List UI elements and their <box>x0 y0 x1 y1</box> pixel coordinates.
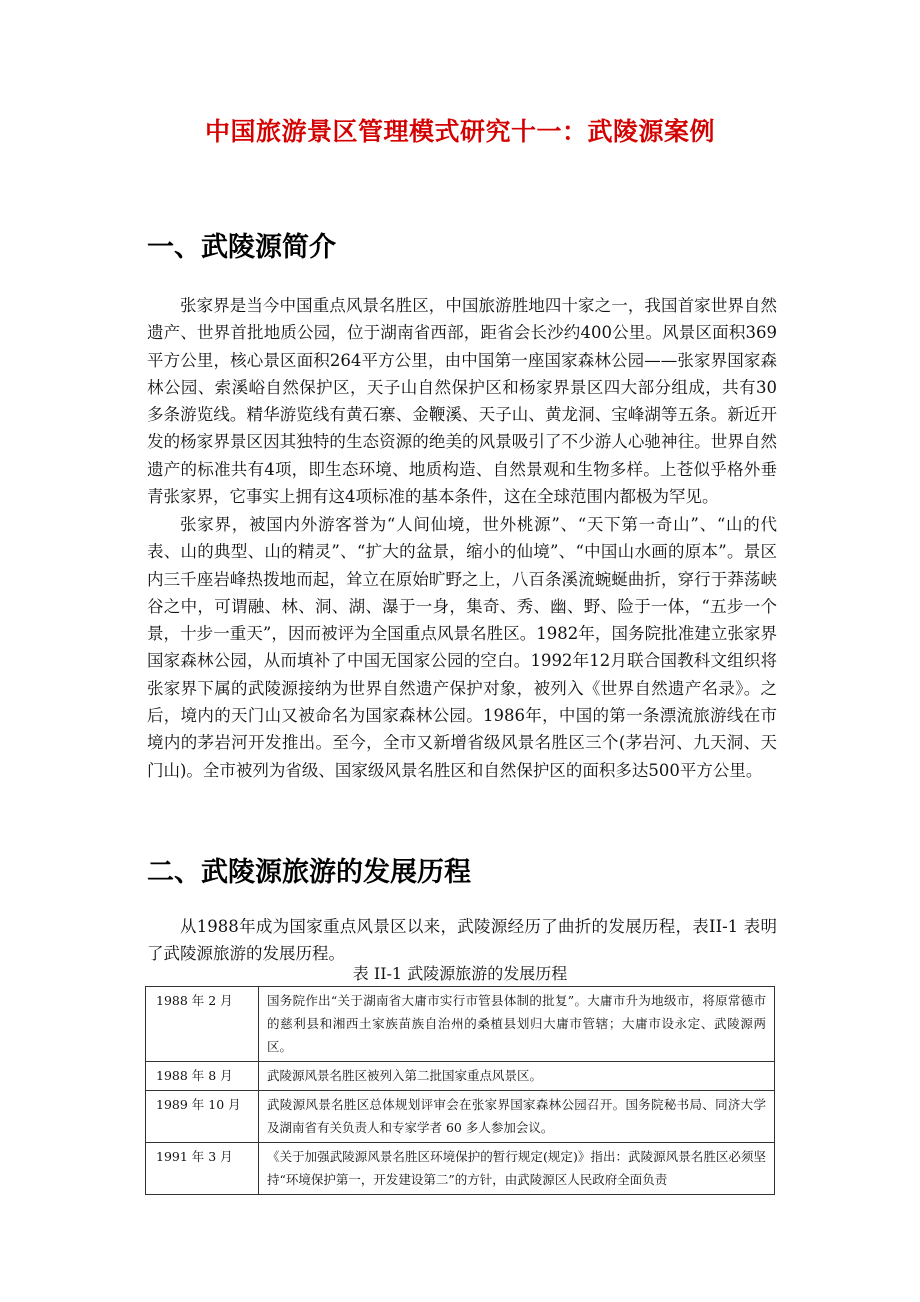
history-table <box>145 986 775 1195</box>
table-cell-event: 《关于加强武陵源风景名胜区环境保护的暂行规定(规定)》指出：武陵源风景名胜区必须坚持“环境保护第一，开发建设第二”的方针，由武陵源区人民政府全面负责 <box>259 1143 775 1195</box>
table-cell-event: 武陵源风景名胜区总体规划评审会在张家界国家森林公园召开。国务院秘书局、同济大学及湖南省有关负责人和专家学者 60 多人参加会议。 <box>259 1091 775 1143</box>
table-row <box>146 1062 775 1091</box>
table-row <box>146 987 775 1062</box>
table-cell-date: 1991 年 3 月 <box>146 1143 259 1195</box>
document-title: 中国旅游景区管理模式研究十一：武陵源案例 <box>204 117 715 146</box>
section-2-intro: 从1988年成为国家重点风景区以来，武陵源经历了曲折的发展历程，表II-1 表明了武陵源旅游的发展历程。 <box>147 917 777 964</box>
section-1-paragraph-2: 张家界，被国内外游客誉为“人间仙境，世外桃源”、“天下第一奇山”、“山的代表、山的典型、山的精灵”、“扩大的盆景，缩小的仙境”、“中国山水画的原本”。景区内三千座岩峰热拨地而起，耸立在原始旷野之上，八百条溪流蜿蜒曲折，穿行于莽荡峡谷之中，可谓融、林、洞、湖、瀑于一身，集奇、秀、幽、野、险于一体，“五步一个景，十步一重天”，因而被评为全国重点风景名胜区。1982年，国务院批准建立张家界国家森林公园，从而填补了中国无国家公园的空白。1992年12月联合国教科文组织将张家界下属的武陵源接纳为世界自然遗产保护对象，被列入《世界自然遗产名录》。之后，境内的天门山又被命名为国家森林公园。1986年，中国的第一条漂流旅游线在市境内的茅岩河开发推出。至今，全市又新增省级风景名胜区三个(茅岩河、九天洞、天门山)。全市被列为省级、国家级风景名胜区和自然保护区的面积多达500平方公里。 <box>147 515 777 780</box>
section-2-heading: 二、武陵源旅游的发展历程 <box>147 857 471 888</box>
table-cell-date: 1989 年 10 月 <box>146 1091 259 1143</box>
table-row <box>146 1091 775 1143</box>
table-cell-event: 国务院作出“关于湖南省大庸市实行市管县体制的批复”。大庸市升为地级市，将原常德市的慈利县和湘西土家族苗族自治州的桑植县划归大庸市管辖；大庸市设永定、武陵源两区。 <box>259 987 775 1062</box>
table-cell-date: 1988 年 2 月 <box>146 987 259 1062</box>
table-cell-event: 武陵源风景名胜区被列入第二批国家重点风景区。 <box>259 1062 775 1091</box>
table-cell-date: 1988 年 8 月 <box>146 1062 259 1091</box>
table-row <box>146 1143 775 1195</box>
table-caption: 表 II-1 武陵源旅游的发展历程 <box>352 964 568 983</box>
section-1-paragraph-1: 张家界是当今中国重点风景名胜区，中国旅游胜地四十家之一，我国首家世界自然遗产、世界首批地质公园，位于湖南省西部，距省会长沙约400公里。风景区面积369平方公里，核心景区面积264平方公里，由中国第一座国家森林公园——张家界国家森林公园、索溪峪自然保护区，天子山自然保护区和杨家界景区四大部分组成，共有30多条游览线。精华游览线有黄石寨、金鞭溪、天子山、黄龙洞、宝峰湖等五条。新近开发的杨家界景区因其独特的生态资源的绝美的风景吸引了不少游人心驰神往。世界自然遗产的标准共有4项，即生态环境、地质构造、自然景观和生物多样。上苍似乎格外垂青张家界，它事实上拥有这4项标准的基本条件，这在全球范围内都极为罕见。 <box>147 296 777 507</box>
section-1-heading: 一、武陵源简介 <box>147 232 336 263</box>
